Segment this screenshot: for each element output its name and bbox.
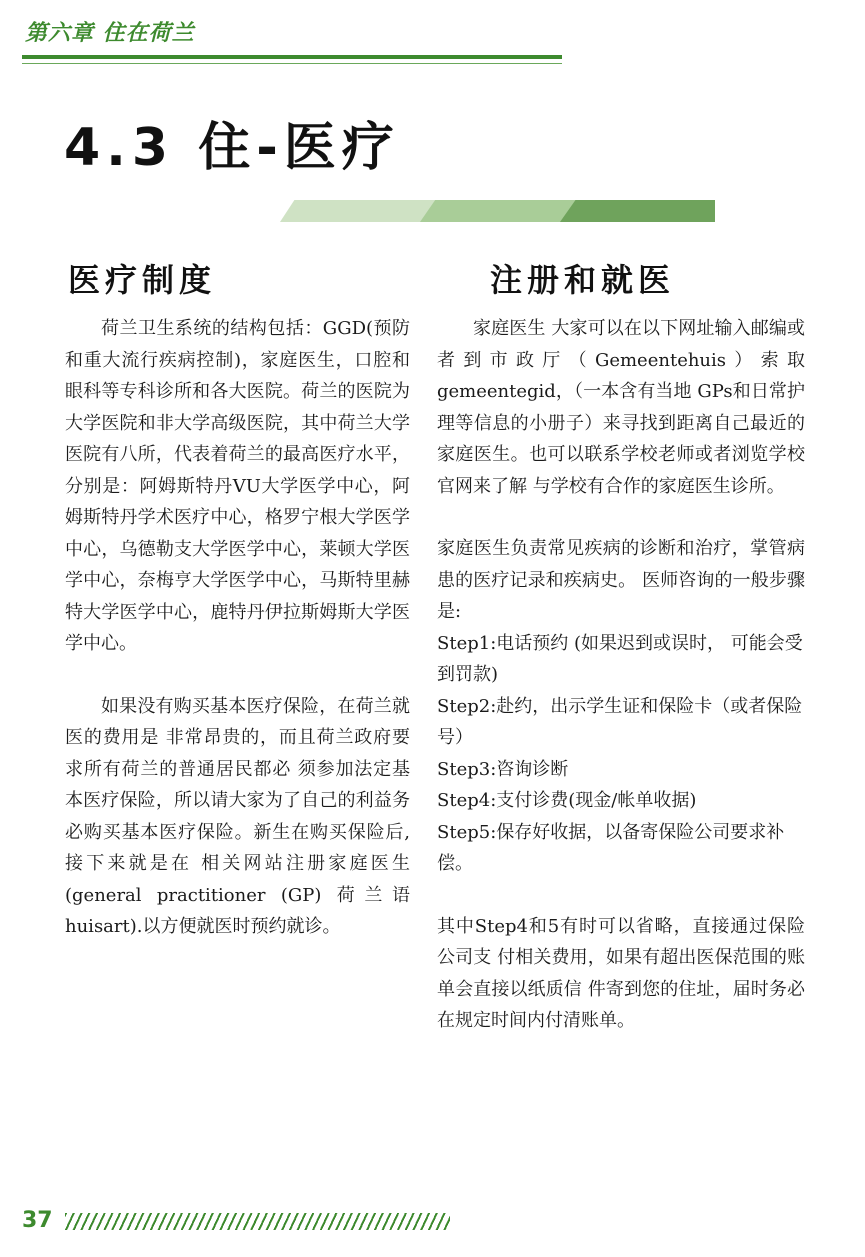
step-item: Step1:电话预约 (如果迟到或误时， 可能会受到罚款)	[437, 632, 803, 685]
healthcare-system-paragraph: 荷兰卫生系统的结构包括：GGD(预防和重大流行疾病控制)，家庭医生，口腔和眼科等专科诊所和各大医院。荷兰的医院为大学医院和非大学高级医院，其中荷兰大学医院有八所，代表着荷兰的最高医疗水平，分别是：阿姆斯特丹VU大学医学中心，阿姆斯特丹学术医疗中心，格罗宁根大学医学中心，乌德勒支大学医学中心，莱顿大学医学中心，奈梅亨大学医学中心，马斯特里赫特大学医学中心，鹿特丹伊拉斯姆斯大学医学中心。	[65, 318, 410, 654]
paragraph-gap	[65, 660, 410, 691]
footer-stripes	[65, 1213, 450, 1230]
step-item: Step3:咨询诊断	[437, 758, 569, 780]
step-item: Step5:保存好收据，以备寄保险公司要求补偿。	[437, 821, 785, 874]
paragraph-gap	[437, 502, 805, 533]
chapter-header: 第六章 住在荷兰	[25, 21, 195, 46]
right-column-heading: 注册和就医	[490, 261, 676, 299]
step-item: Step4:支付诊费(现金/帐单收据)	[437, 790, 697, 811]
gp-registration-paragraph: 家庭医生 大家可以在以下网址输入邮编或者到市政厅（Gemeentehuis）索取gemeentegid，（一本含有当地 GPs和日常护理等信息的小册子）来寻找到距离自己最近的家庭医生。也可以联系学校老师或者浏览学校官网来了解 与学校有合作的家庭医生诊所。	[437, 318, 805, 497]
left-column	[65, 313, 410, 943]
gp-responsibility-paragraph: 家庭医生负责常见疾病的诊断和治疗，掌管病患的医疗记录和疾病史。 医师咨询的一般步骤是:	[437, 538, 805, 622]
paragraph-gap	[437, 880, 805, 911]
page-number: 37	[22, 1208, 53, 1233]
insurance-paragraph: 如果没有购买基本医疗保险，在荷兰就医的费用是 非常昂贵的，而且荷兰政府要求所有荷兰的普通居民都必 须参加法定基本医疗保险，所以请大家为了自己的利益务 必购买基本医疗保险。新生在购买保险后, 接下来就是在 相关网站注册家庭医生 (general practitioner (GP) 荷兰语 huisart).以方便就医时预约就诊。	[65, 695, 410, 937]
decorative-bar-dark	[560, 200, 715, 222]
header-rule	[22, 55, 562, 59]
header-rule-thin	[22, 63, 562, 64]
payment-paragraph: 其中Step4和5有时可以省略，直接通过保险公司支 付相关费用，如果有超出医保范围的账单会直接以纸质信 件寄到您的住址，届时务必在规定时间内付清账单。	[437, 915, 805, 1031]
right-column	[437, 313, 805, 1037]
left-column-heading: 医疗制度	[68, 261, 217, 299]
step-item: Step2:赴约，出示学生证和保险卡（或者保险号）	[437, 695, 803, 748]
section-title: 4.3 住-医疗	[64, 118, 400, 178]
